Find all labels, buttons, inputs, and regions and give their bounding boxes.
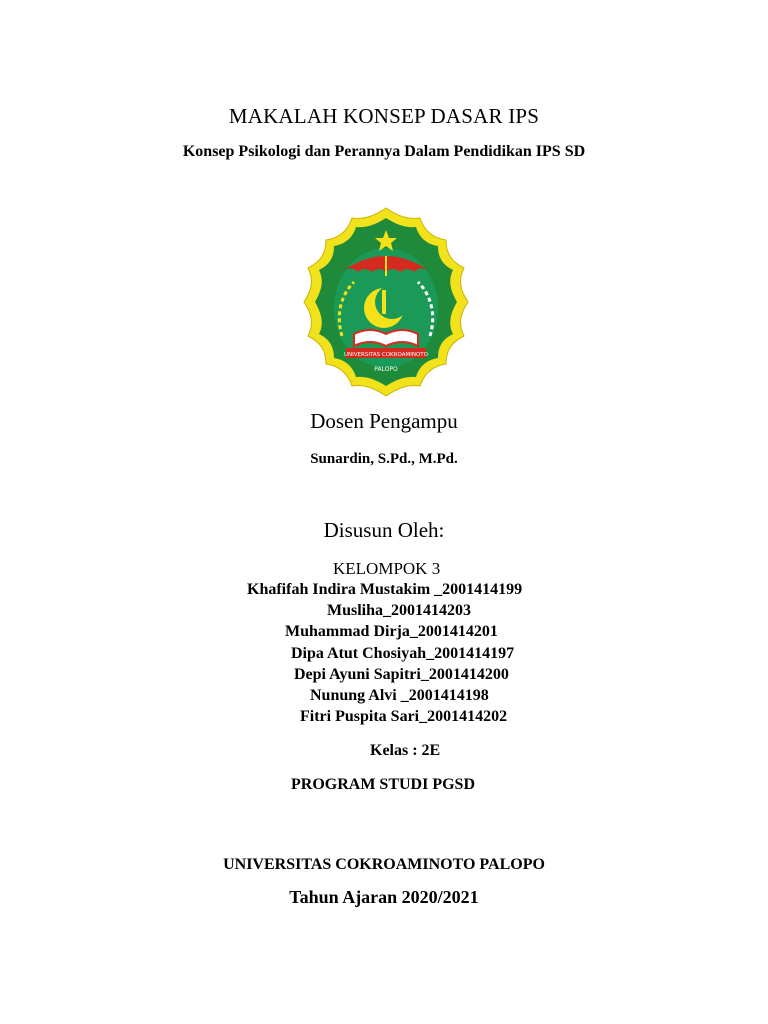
member-item: Nunung Alvi _2001414198 bbox=[310, 687, 489, 704]
logo-city-text: PALOPO bbox=[374, 366, 398, 373]
study-program: PROGRAM STUDI PGSD bbox=[291, 776, 476, 793]
class-label: Kelas : 2E bbox=[370, 742, 441, 759]
member-item: Musliha_2001414203 bbox=[327, 602, 472, 619]
university-logo bbox=[300, 206, 472, 398]
authors-heading: Disusun Oleh: bbox=[323, 518, 445, 542]
member-item: Dipa Atut Chosiyah_2001414197 bbox=[291, 645, 515, 662]
member-item: Khafifah Indira Mustakim _2001414199 bbox=[247, 581, 523, 598]
group-label: KELOMPOK 3 bbox=[333, 559, 441, 578]
lecturer-heading: Dosen Pengampu bbox=[310, 409, 458, 433]
document-title: MAKALAH KONSEP DASAR IPS bbox=[228, 104, 540, 128]
member-item: Muhammad Dirja_2001414201 bbox=[285, 623, 498, 640]
member-item: Fitri Puspita Sari_2001414202 bbox=[300, 708, 508, 725]
university-name: UNIVERSITAS COKROAMINOTO PALOPO bbox=[223, 856, 545, 873]
member-item: Depi Ayuni Sapitri_2001414200 bbox=[294, 666, 509, 683]
document-subtitle: Konsep Psikologi dan Perannya Dalam Pendidikan IPS SD bbox=[182, 143, 586, 160]
academic-year: Tahun Ajaran 2020/2021 bbox=[289, 887, 479, 907]
lecturer-name: Sunardin, S.Pd., M.Pd. bbox=[310, 451, 458, 467]
logo-banner-text: UNIVERSITAS COKROAMINOTO bbox=[344, 352, 428, 358]
